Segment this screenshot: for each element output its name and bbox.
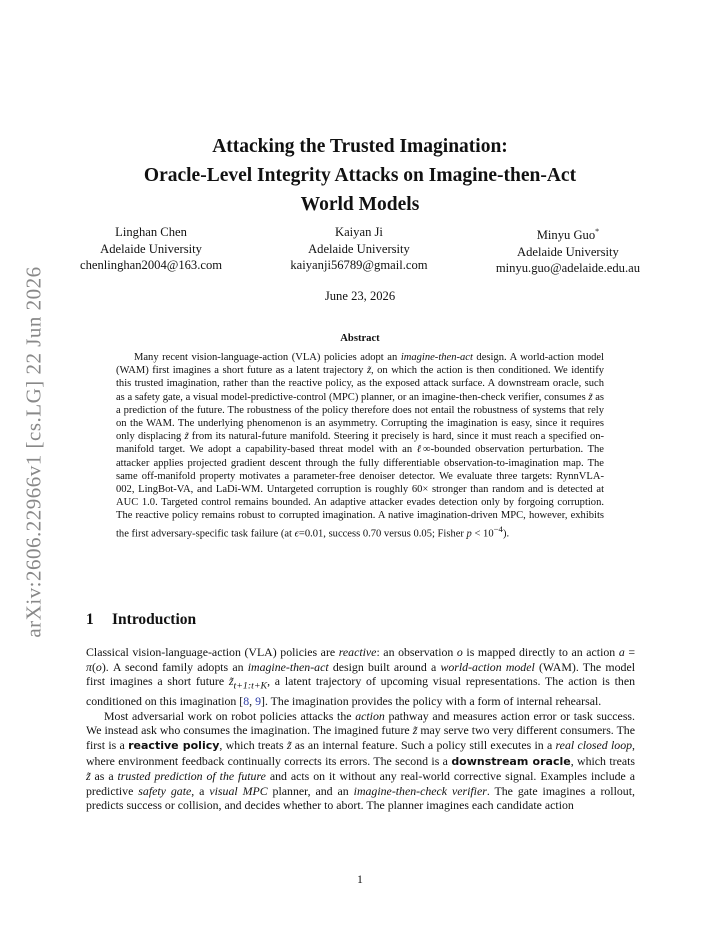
page-number: 1: [357, 872, 363, 886]
author-block: [290, 224, 427, 277]
abstract-text: Many recent vision-language-action (VLA) policies adopt an imagine-then-act design. A world-action model (WAM) first imagines a short future as a latent trajectory z̃, on which the action is then conditioned. We identify this trusted imagination, rather than the reactive policy, as the exposed attack surface. A downstream oracle, such as a safety gate, a visual model-predictive-control (MPC) planner, or an imagine-then-check verifier, consumes z̃ as a prediction of the future. The robustness of the policy therefore does not entail the robustness of systems that rely on the WAM. The underlying phenomenon is an asymmetry. Corrupting the imagination is easy, since it requires only displacing z̃ from its natural-future manifold. Steering it precisely is hard, since it must reach a specified on-manifold target. We adopt a capability-based threat model with an ℓ∞-bounded observation perturbation. The attacker applies projected gradient descent through the fully differentiable observation-to-imagination map. The same off-manifold property motivates a parameter-free denoiser detector. We evaluate three targets: RynnVLA-002, LingBot-VA, and LaDi-WM. Untargeted corruption is roughly 60× stronger than random and is detected at AUC 1.0. Targeted control remains bounded. An adaptive attacker evades detection only by forgoing corruption. The reactive policy remains robust to corrupted imagination. A native imagination-driven MPC, however, exhibits the first adversary-specific task failure (at ϵ=0.01, success 0.70 versus 0.05; Fisher $p < 10^{-4}$).: [116, 352, 605, 540]
abstract-heading: Abstract: [340, 333, 380, 344]
citation-link[interactable]: 8: [243, 694, 250, 709]
paper-title: [80, 132, 640, 219]
section-title: Introduction: [112, 611, 197, 628]
author-name: Kaiyan Ji: [335, 225, 383, 239]
author-affiliation: Adelaide University: [308, 241, 410, 256]
author-name: Linghan Chen: [115, 225, 187, 239]
author-list: [80, 224, 640, 277]
corresponding-author-mark: *: [595, 227, 600, 236]
section-heading: [86, 611, 196, 629]
author-email[interactable]: minyu.guo@adelaide.edu.au: [495, 261, 640, 276]
author-block: [80, 224, 222, 277]
title-line: Oracle-Level Integrity Attacks on Imagine-then-Act: [143, 165, 577, 186]
author-email[interactable]: kaiyanji56789@gmail.com: [290, 258, 428, 272]
body-paragraph: Classical vision-language-action (VLA) policies are reactive: an observation o is mapped directly to an action a = π(o). A second family adopts an imagine-then-act design built around a world-action model (WAM). The model first imagines a short future $z̃_{t+1:t+K}$, a latent trajectory of upcoming visual representations. The action is then conditioned on this imagination [8, 9]. The imagination provides the policy with a form of internal rehearsal.: [86, 645, 635, 709]
section-body: [86, 645, 635, 813]
section-number: 1: [86, 611, 94, 628]
author-name: Minyu Guo*: [536, 227, 600, 243]
title-line: World Models: [300, 194, 420, 215]
body-paragraph: Most adversarial work on robot policies attacks the action pathway and measures action error or task success. We instead ask who consumes the imagination. The imagined future z̃ may serve two very different consumers. The first is a reactive policy, which treats z̃ as an internal feature. Such a policy still executes in a real closed loop, where environment feedback continually corrects its errors. The second is a downstream oracle, which treats z̃ as a trusted prediction of the future and acts on it without any real-world corrective signal. Examples include a predictive safety gate, a visual MPC planner, and an imagine-then-check verifier. The gate imagines a rollout, predicts success or collision, and decides whether to abort. The planner imagines each candidate action: [86, 708, 636, 813]
author-affiliation: Adelaide University: [100, 241, 202, 256]
title-line: Attacking the Trusted Imagination:: [212, 136, 508, 157]
arxiv-identifier: arXiv:2606.22966v1 [cs.LG] 22 Jun 2026: [21, 266, 46, 638]
citation-link[interactable]: 9: [255, 694, 262, 709]
author-block: [496, 224, 640, 277]
author-email[interactable]: chenlinghan2004@163.com: [80, 258, 223, 272]
publication-date: June 23, 2026: [324, 289, 396, 303]
author-affiliation: Adelaide University: [517, 244, 619, 259]
